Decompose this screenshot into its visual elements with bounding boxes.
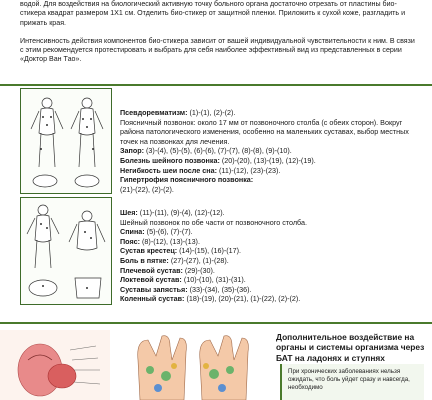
line-cervical: Болезнь шейного позвонка: (20)-(20), (13)-(19), (12)-(19).	[120, 155, 316, 165]
line-stiff-neck: Негибкость шеи после сна: (11)-(12), (23)-(23).	[120, 165, 281, 175]
line-back: Спина: (5)-(6), (7)-(7).	[120, 227, 193, 237]
palm-points-image	[118, 330, 268, 400]
info-callout: При хронических заболеваниях нельзя ожидать, что боль уйдет сразу и навсегда, необходимо	[280, 364, 424, 400]
treatment-list-1	[120, 108, 420, 194]
line-hypertrophy: Гипертрофия поясничного позвонка:	[120, 175, 254, 185]
line-heel: Боль в пятке: (27)-(27), (1)-(28).	[120, 255, 229, 265]
line-lumbar-note: Поясничный позвонок: около 17 мм от позвоночного столба (с обеих сторон). Вокруг района патологического изменения, особенно на маленьких суставах, выбор местных точек на позвонках для лечения.	[120, 117, 409, 146]
section-divider	[0, 322, 432, 324]
line-shoulder: Плечевой сустав: (29)-(30).	[120, 265, 215, 275]
acupoint-figure-2	[20, 197, 112, 305]
line-knee: Коленный сустав: (18)-(19), (20)-(21), (1)-(22), (2)-(2).	[120, 294, 301, 304]
internal-organs-icon	[0, 330, 110, 400]
body-diagram-icon	[21, 198, 113, 306]
line-belt: Пояс: (8)-(12), (13)-(13).	[120, 236, 200, 246]
intro-paragraph-2: Интенсивность действия компонентов био-стикера зависит от вашей индивидуальной чувствительности к ним. В связи с этим рекомендуется протестировать и выбрать для себя наиболее эффективный вид из представленных в серии «Доктор Ван Тао».	[20, 36, 415, 64]
intro-paragraph-1: водой. Для воздействия на биологический активную точку больного органа достаточно отрезать от пластины био-стикера квадрат размером 1Х1 см. Отделить био-стикер от защитной пленки. Приложить к сухой коже, разгладить и прижать края.	[20, 0, 406, 27]
section-title: Дополнительное воздействие на органы и системы организма через БАТ на ладонях и ступнях	[276, 332, 425, 363]
line-cervical-note: Шейный позвонок по обе части от позвоночного столба.	[120, 217, 307, 227]
acupoint-figure-1	[20, 88, 112, 194]
organ-diagram-image	[0, 330, 110, 400]
section-divider	[0, 84, 432, 86]
body-diagram-icon	[21, 89, 113, 195]
treatment-list-2	[120, 208, 420, 304]
line-neck: Шея: (11)-(11), (9)-(4), (12)-(12).	[120, 208, 225, 217]
line-elbow: Локтевой сустав: (10)-(10), (31)-(31).	[120, 275, 246, 285]
line-constipation: Запор: (3)-(4), (5)-(5), (6)-(6), (7)-(7), (8)-(8), (9)-(10).	[120, 146, 292, 156]
line-pseudorheumatism: Псевдоревматизм: (1)-(1), (2)-(2).	[120, 108, 236, 117]
hand-points-icon	[118, 330, 268, 400]
intro-text	[20, 0, 420, 74]
line-sacrum: Сустав крестец: (14)-(15), (16)-(17).	[120, 246, 242, 256]
line-hypertrophy-values: (21)-(22), (2)-(2).	[120, 184, 174, 194]
line-wrist: Суставы запястья: (33)-(34), (35)-(36).	[120, 284, 252, 294]
